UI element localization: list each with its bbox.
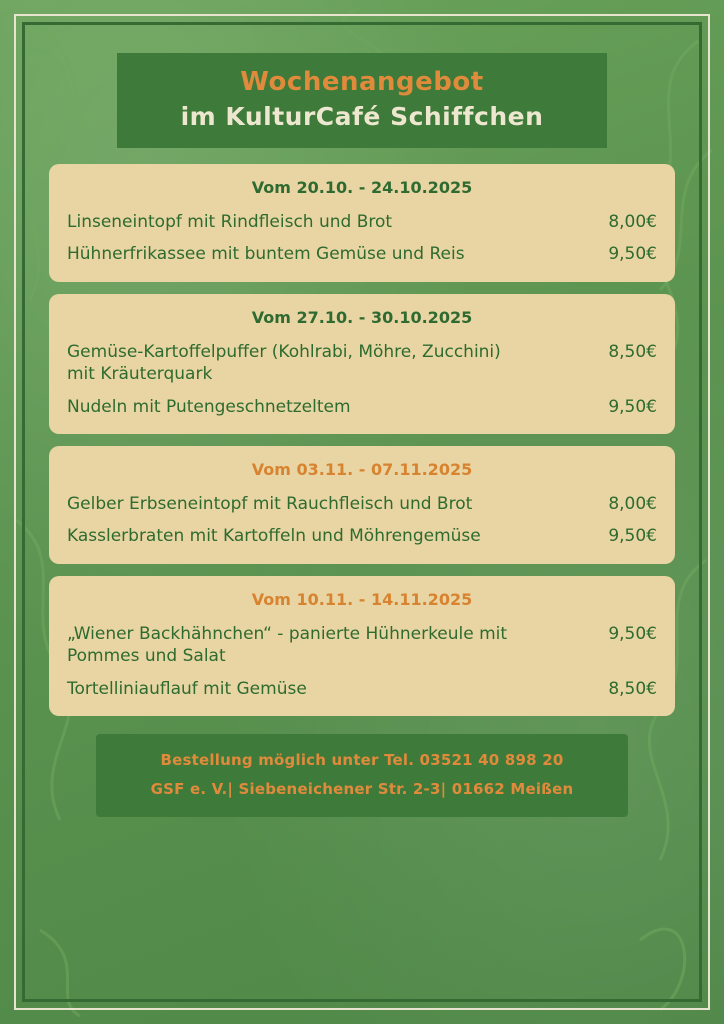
menu-item [67,211,657,233]
menu-item [67,623,657,668]
week-block [49,446,675,564]
menu-item [67,493,657,515]
menu-item-name-sub: Pommes und Salat [67,646,226,667]
menu-item-name: Kasslerbraten mit Kartoffeln und Möhrengemüse [67,526,481,547]
menu-item [67,243,657,265]
menu-item-name-main: Gemüse-Kartoffelpuffer (Kohlrabi, Möhre, Zucchini) [67,341,501,362]
menu-item-price: 9,50€ [608,244,657,265]
menu-item [67,341,657,386]
week-heading: Vom 27.10. - 30.10.2025 [251,307,473,327]
week-heading: Vom 10.11. - 14.11.2025 [251,589,473,609]
week-block [49,164,675,282]
week-blocks [49,164,675,716]
page-title-line2: im KulturCafé Schiffchen [180,102,544,132]
menu-item-price: 9,50€ [608,623,657,644]
footer-phone: Bestellung möglich unter Tel. 03521 40 898 20 [160,751,564,770]
menu-item-name: Nudeln mit Putengeschnetzeltem [67,396,351,417]
week-heading: Vom 03.11. - 07.11.2025 [251,460,473,480]
menu-item-name: Tortelliniauflauf mit Gemüse [67,678,307,699]
week-heading: Vom 20.10. - 24.10.2025 [251,177,473,197]
menu-item-price: 8,00€ [608,494,657,515]
menu-item-price: 9,50€ [608,396,657,417]
week-block [49,294,675,434]
menu-item [67,396,657,418]
menu-item-name: Gelber Erbseneintopf mit Rauchfleisch und Brot [67,494,473,515]
week-block [49,576,675,716]
page-title-line1: Wochenangebot [240,67,484,97]
menu-item [67,525,657,547]
menu-item-name: Hühnerfrikassee mit buntem Gemüse und Reis [67,244,465,265]
menu-item-name-sub: mit Kräuterquark [67,364,213,385]
menu-item-price: 9,50€ [608,526,657,547]
inner-border [22,22,702,1002]
contact-footer [96,734,628,817]
menu-item-name-main: „Wiener Backhähnchen“ - panierte Hühnerkeule mit [67,623,508,644]
menu-item-price: 8,00€ [608,211,657,232]
outer-border [14,14,710,1010]
menu-item [67,678,657,700]
menu-item-name [67,623,608,668]
menu-item-name: Linseneintopf mit Rindfleisch und Brot [67,211,393,232]
menu-item-price: 8,50€ [608,341,657,362]
title-banner [117,53,607,148]
footer-address: GSF e. V.| Siebeneichener Str. 2-3| 01662 Meißen [150,779,574,798]
menu-item-price: 8,50€ [608,678,657,699]
menu-item-name [67,341,608,386]
